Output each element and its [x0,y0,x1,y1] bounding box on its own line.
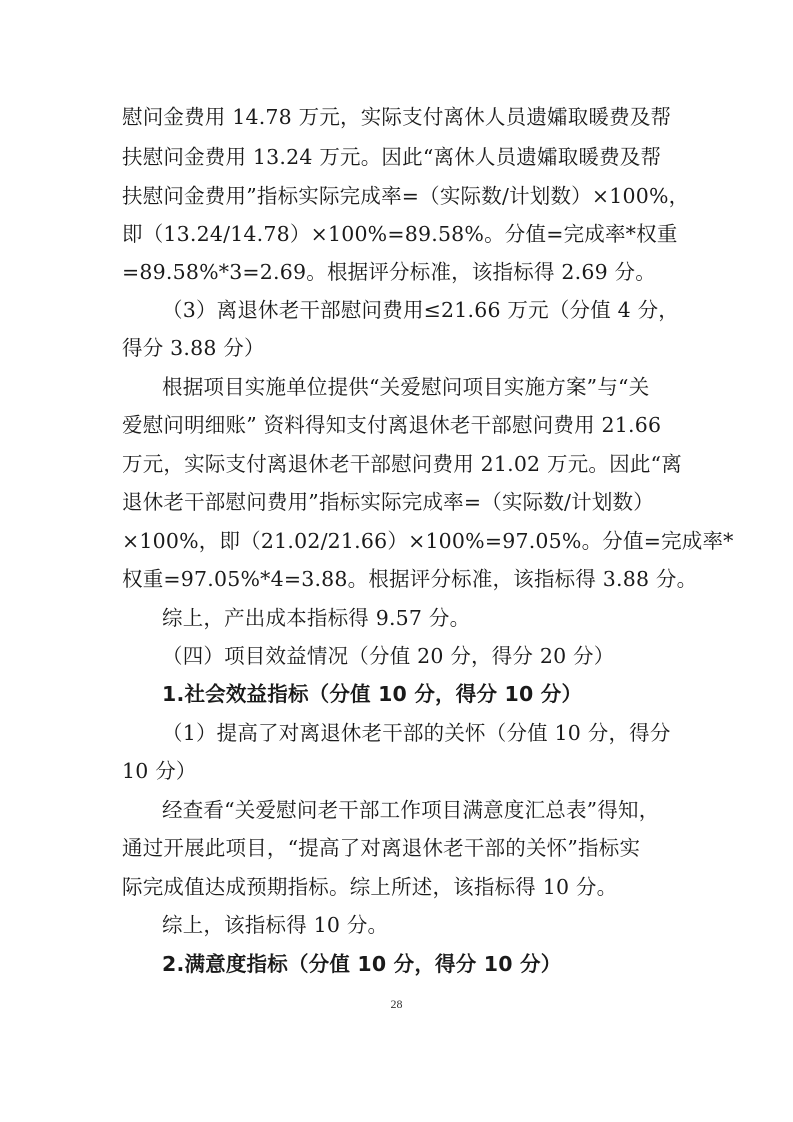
paragraph-line: 万元，实际支付离退休老干部慰问费用 21.02 万元。因此“离 [122,452,682,476]
page-number: 28 [390,997,403,1011]
paragraph-line: 根据项目实施单位提供“关爱慰问项目实施方案”与“关 [162,375,650,399]
paragraph-line: 经查看“关爱慰问老干部工作项目满意度汇总表”得知， [162,798,660,822]
paragraph-line: 10 分） [122,759,197,783]
paragraph-line: 即（13.24/14.78）×100%=89.58%。分值=完成率*权重 [122,222,678,246]
paragraph-line: （1）提高了对离退休老干部的关怀（分值 10 分，得分 [162,721,671,745]
paragraph-line: 扶慰问金费用”指标实际完成率=（实际数/计划数）×100%， [122,184,690,208]
paragraph-line: 退休老干部慰问费用”指标实际完成率=（实际数/计划数） [122,490,654,514]
paragraph-line: 际完成值达成预期指标。综上所述，该指标得 10 分。 [122,875,618,899]
section-heading: （四）项目效益情况（分值 20 分，得分 20 分） [162,644,615,668]
paragraph-line: 通过开展此项目，“提高了对离退休老干部的关怀”指标实 [122,836,641,860]
paragraph-line: ×100%，即（21.02/21.66）×100%=97.05%。分值=完成率* [122,529,734,553]
paragraph-line: 权重=97.05%*4=3.88。根据评分标准，该指标得 3.88 分。 [122,567,698,591]
paragraph-line: 扶慰问金费用 13.24 万元。因此“离休人员遗孀取暖费及帮 [122,145,662,169]
paragraph-line: 得分 3.88 分） [122,336,265,360]
paragraph-line: 爱慰问明细账” 资料得知支付离退休老干部慰问费用 21.66 [122,413,662,437]
paragraph-line: 综上，该指标得 10 分。 [162,913,389,937]
paragraph-line: 综上，产出成本指标得 9.57 分。 [162,606,471,630]
subsection-heading: 1.社会效益指标（分值 10 分，得分 10 分） [162,682,583,706]
paragraph-line: 慰问金费用 14.78 万元，实际支付离休人员遗孀取暖费及帮 [122,105,672,129]
paragraph-line: （3）离退休老干部慰问费用≤21.66 万元（分值 4 分， [162,298,679,322]
paragraph-line: =89.58%*3=2.69。根据评分标准，该指标得 2.69 分。 [122,260,656,284]
subsection-heading: 2.满意度指标（分值 10 分，得分 10 分） [162,952,562,976]
